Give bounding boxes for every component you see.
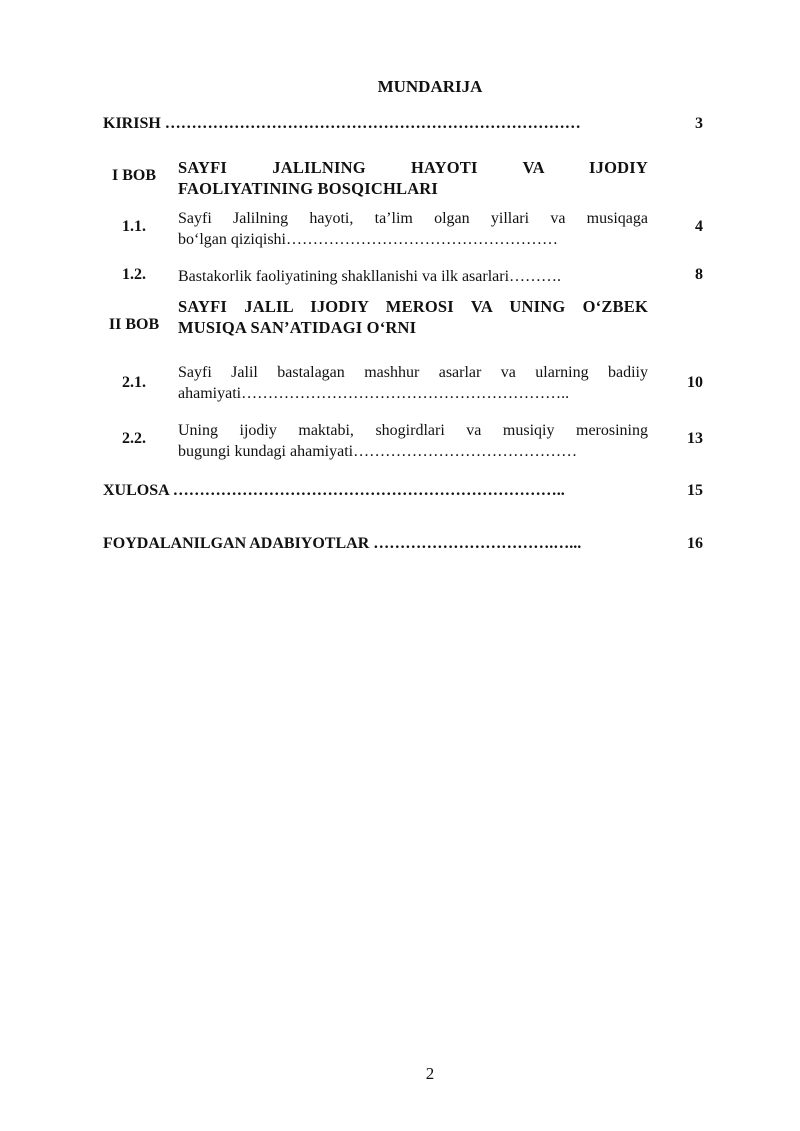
toc-title-line: SAYFI JALIL IJODIY MEROSI VA UNING O‘ZBEK [178, 297, 648, 316]
toc-chapter-number: II BOB [108, 316, 160, 333]
page-number: 2 [425, 1064, 435, 1083]
toc-section-number: 2.2. [122, 430, 146, 447]
toc-title-line: ahamiyati…………………………………………………….. [178, 385, 570, 402]
toc-section-title [178, 208, 648, 250]
toc-page-number: 3 [695, 115, 703, 132]
toc-chapter-title [178, 157, 648, 199]
toc-page-number: 13 [687, 430, 703, 447]
toc-title-line: Uning ijodiy maktabi, shogirdlari va musiqiy merosining [178, 422, 648, 439]
toc-section-title [178, 362, 648, 404]
toc-section-title: Bastakorlik faoliyatining shakllanishi va ilk asarlari………. [178, 268, 562, 285]
toc-entry-label: XULOSA ……………………………………………………………….. [103, 482, 565, 499]
toc-entry-label: KIRISH …………………………………………………………………… [103, 115, 581, 132]
toc-page-number: 4 [695, 218, 703, 235]
toc-title-line: FAOLIYATINING BOSQICHLARI [178, 179, 439, 198]
page-title: MUNDARIJA [377, 77, 483, 96]
toc-section-number: 1.1. [122, 218, 146, 235]
toc-section-title [178, 420, 648, 462]
toc-page-number: 10 [687, 374, 703, 391]
toc-section-number: 2.1. [122, 374, 146, 391]
toc-page-number: 16 [687, 535, 703, 552]
toc-title-line: Sayfi Jalil bastalagan mashhur asarlar va ularning badiiy [178, 364, 648, 381]
toc-chapter-title [178, 296, 648, 338]
toc-entry-label: FOYDALANILGAN ADABIYOTLAR …………………………….…... [103, 535, 582, 552]
toc-chapter-number: I BOB [111, 167, 156, 184]
toc-title-line: bugungi kundagi ahamiyati…………………………………… [178, 443, 578, 460]
toc-section-number: 1.2. [122, 266, 146, 283]
toc-page-number: 15 [687, 482, 703, 499]
toc-title-line: bo‘lgan qiziqishi…………………………………………… [178, 231, 558, 248]
toc-title-line: SAYFI JALILNING HAYOTI VA IJODIY [178, 158, 648, 177]
toc-title-line: MUSIQA SAN’ATIDAGI O‘RNI [178, 318, 417, 337]
toc-title-line: Sayfi Jalilning hayoti, ta’lim olgan yillari va musiqaga [178, 210, 648, 227]
toc-page-number: 8 [695, 266, 703, 283]
